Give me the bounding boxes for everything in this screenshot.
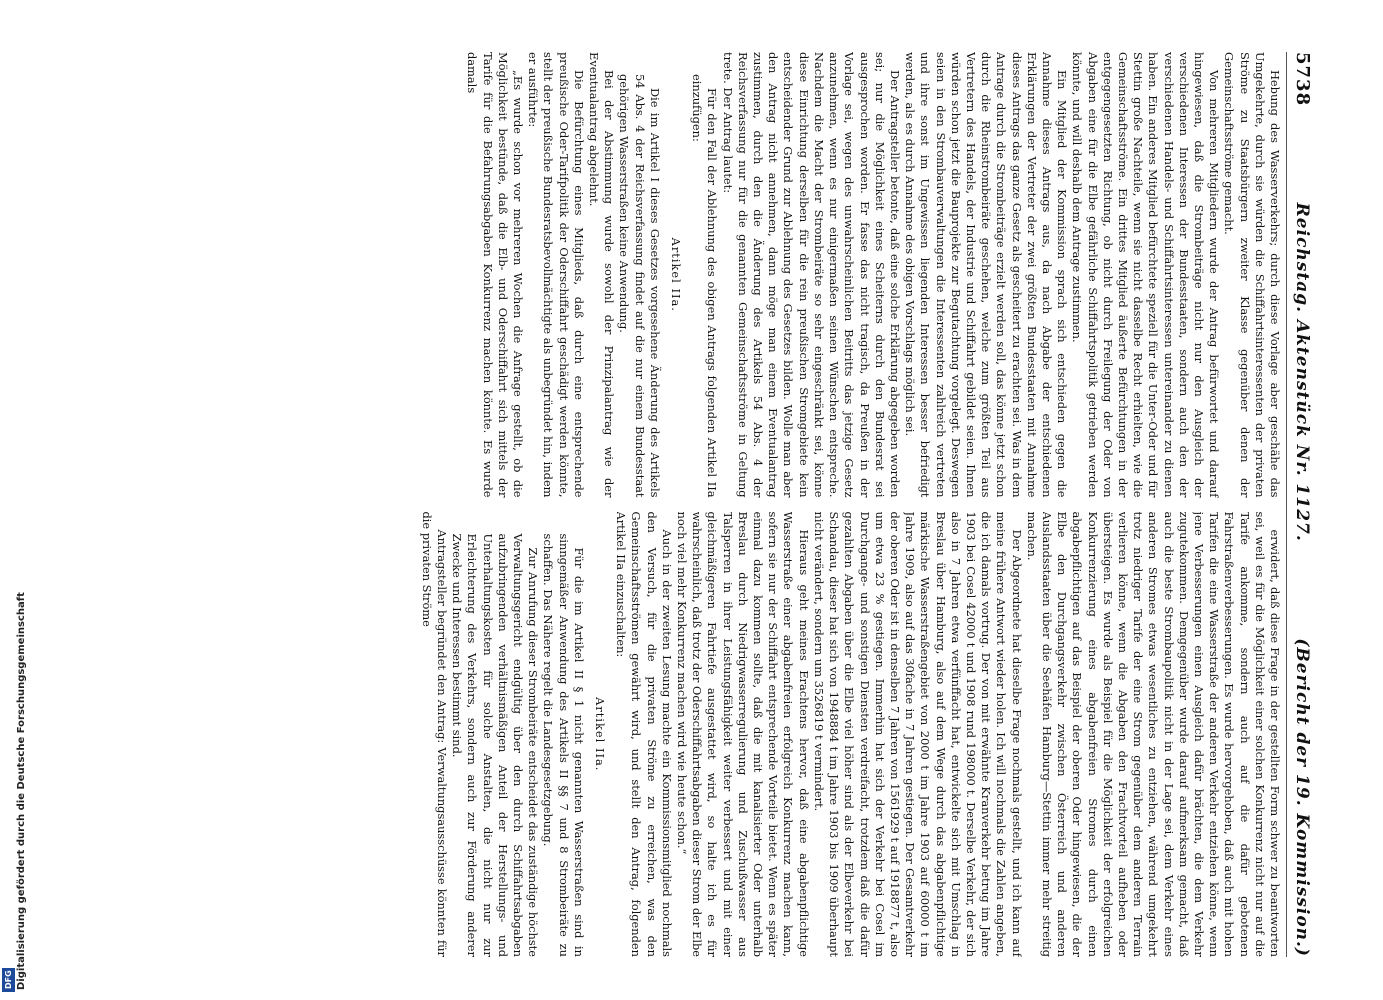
page-title: Reichstag. Aktenstück Nr. 1127.: [1292, 202, 1312, 542]
article-heading: Artikel IIa.: [669, 237, 684, 312]
paragraph: Hieraus geht meines Erachtens hervor, daß eine abgabenpflichtige Wasserstraße einer abgabenfreien erfolgreich Konkurrenz machen kann, sofern sie nur der Schiffahrt entsprechende Vorteile bietet. Wenn es später einmal dazu kommen sollte, daß die mit kanalisierter Oder unterhalb Breslau durch Niedrigwasserregulierung und Zuschußwasser aus Talsperren in ihrer Leistungsfähigkeit weiter verbessert und mit einer gleichmäßigeren Fahrtiefe ausgestattet wird, so halte ich es für wahrscheinlich, daß trotz der Oderschiffahrtsabgaben dieser Strom der Elbe noch viel mehr Konkurrenz machen wird wie heute schon.“: [675, 511, 811, 957]
paragraph: „Es wurde schon vor mehreren Wochen die Anfrage gestellt, ob die Möglichkeit bestünde, daß die Elb- und Oderschiffahrt sich mittels der Tarife für die Befahrungsabgaben Konkurrenz machen könnte. Es wurde damals: [465, 52, 526, 498]
rotated-page: [38, 52, 1313, 957]
paragraph: Die im Artikel I dieses Gesetzes vorgesehene Änderung des Artikels 54 Abs. 4 der Reichsverfassung findet auf die nur einem Bundesstaat gehörigen Wasserstraßen keine Anwendung.: [617, 74, 662, 498]
text-column-left: [42, 52, 1282, 498]
page-header: [1286, 52, 1313, 957]
paragraph: Antragsteller begründet den Antrag: Verwaltungsausschüsse könnten für die privaten Ströme: [419, 511, 450, 957]
paragraph: Ein Mitglied der Kommission sprach sich entschieden gegen die Annahme dieses Antrags aus, da nach Abgabe der entschiedenen Erklärungen der Vertreter der zwei größten Bundesstaaten mit Annahme dieses Antrags das ganze Gesetz als gescheitert zu erachten sei. Was in dem Antrage durch die Strombeiträge erzielt werden soll, das könne jetzt schon durch die Rheinstrombeiräte geschehen, welche zum größten Teil aus Vertretern des Handels, der Industrie und Schiffahrt gebildet seien. Ihnen würden schon jetzt die Bauprojekte zur Begutachtung vorgelegt. Deswegen seien in den Strombauverwaltungen die Interessenten zahlreich vertreten und ihre sonst im Ungewissen liegenden Interessen besser befriedigt werden, als es durch Annahme des obigen Vorschlags möglich sei.: [903, 52, 1070, 498]
dfg-logo: DFG: [2, 968, 15, 992]
paragraph: Zur Anrufung dieser Strombeiräte entscheidet das zuständige höchste Verwaltungsgericht endgültig über den durch Schiffahrtsabgaben aufzubringenden verhältnismäßigen Anteil der Herstellungs- und Unterhaltungskosten für solche Anstalten, die nicht nur zur Erleichterung des Verkehrs, sondern auch zur Förderung anderer Zwecke und Interessen bestimmt sind.: [450, 533, 541, 957]
paragraph: Von mehreren Mitgliedern wurde der Antrag befürwortet und darauf hingewiesen, daß die Strombeiträge nicht nur den Ausgleich der verschiedenen Interessen der Bundesstaaten, sondern auch den der verschiedenen Handels- und Schiffahrtsinteressen untereinander zu dienen haben. Ein anderes Mitglied befürchtete speziell für die Unter-Oder und für Stettin große Nachteile, wenn sie nicht dasselbe Recht erhielten, wie die Gemeinschaftsströme. Ein drittes Mitglied äußerte Befürchtungen in der entgegengesetzten Richtung, ob nicht durch Freilegung der Oder von Abgaben eine für die Elbe gefährliche Schiffahrtspolitik getrieben werden könnte, und will deshalb dem Antrage zustimmen.: [1070, 52, 1222, 498]
paragraph: Bei der Abstimmung wurde sowohl der Prinzipalantrag wie der Eventualantrag abgelehnt.: [587, 52, 617, 498]
paragraph: Der Antragsteller betonte, daß eine solche Erklärung abgegeben worden sei; nur die Möglichkeit eines Scheiterns durch den Bundesrat sei ausgesprochen worden. Er fasse das nicht tragisch, da Preußen in der Vorlage sei, wegen des unwahrscheinlichen Beitritts das jetzige Gesetz anzunehmen, wenn es nur einigermaßen seinen Wünschen entspreche. Nachdem die Macht der Strombeiräte so sehr eingeschränkt sei, könne diese Einrichtung derselben für die rein preußischen Stromgebiete kein entscheidender Grund zur Ablehnung des Gesetzes bilden. Wolle man aber den Antrag nicht annehmen, dann möge man einem Eventualantrag zustimmen, durch den die Änderung des Artikels 54 Abs. 4 der Reichsverfassung nur für die genannten Gemeinschaftsströme in Geltung trete. Der Antrag lautet:: [720, 52, 902, 498]
paragraph: erwidert, daß diese Frage in der gestellten Form schwer zu beantworten sei, weil es für die Möglichkeit einer solchen Konkurrenz nicht nur auf die Tarife ankomme, sondern auch auf die dafür gebotenen Fahrstraßenverbesserungen. Es wurde hervorgehoben, daß auch mit hohen Tarifen die eine Wasserstraße der anderen Verkehr entziehen könne, wenn jene Verbesserungen einen Ausgleich dafür brächten, die dem Verkehr zugutekommen. Demgegenüber wurde darauf aufmerksam gemacht, daß auch die beste Strombaupolitik nicht in der Lage sei, dem Verkehr eines anderen Stromes etwas wesentliches zu entziehen, während umgekehrt trotz niedriger Tarife der eine Strom gegenüber dem anderen Terrain verlieren könne, wenn die Abgaben den Frachtvorteil aufheben oder übersteigen. Es wurde als Beispiel für die Möglichkeit der erfolgreichen Konkurrenzierung eines abgabenfreien Stromes durch einen abgabepflichtigen auf das Beispiel der oberen Oder hingewiesen, die der Elbe den Durchgangsverkehr zwischen Österreich und anderen Auslandsstaaten über die Seehäfen Hamburg—Stettin immer mehr streitig machen.: [1024, 511, 1282, 957]
paragraph: Auch in der zweiten Lesung machte ein Kommissionsmitglied nochmals den Versuch, für die privaten Ströme zu erreichen, was den Gemeinschaftsströmen gewährt wird, und stellt den Antrag, folgenden Artikel IIa einzuschalten:: [614, 511, 674, 957]
text-column-right: [42, 512, 1282, 958]
page-subtitle: (Bericht der 19. Kommission.): [1292, 638, 1312, 957]
paragraph: Der Abgeordnete hat dieselbe Frage nochmals gestellt, und ich kann auf meine frühere Antwort wieder holen. Ich will nochmals die Zahlen angeben, die ich damals vortrug. Der von mit erwähnte Kranverkehr betrug im Jahre 1903 bei Cosel 42000 t und 1908 rund 198000 t. Derselbe Verkehr, der sich also in 7 Jahren etwa verfünffacht hat, entwickelte sich mit Umschlag in Breslau über Hamburg, also auf dem Wege durch das abgabenpflichtige märkische Wasserstraßengebiet von 2000 t im Jahre 1903 auf 60000 t im Jahre 1909, also auf das 30fache in 7 Jahren gestiegen. Der Gesamtverkehr der oberen Oder ist in denselben 7 Jahren von 1561929 t auf 1918877 t, also um etwa 23 % gestiegen. Immerhin hat sich der Verkehr bei Cosel im Durchgange- und sonstigen Diensten verdreifacht, trotzdem daß die dafür gezahlten Abgaben über die Elbe viel höher sind als der Elbeverkehr bei Schandau, dieser hat sich von 1948884 t im Jahre 1903 bis 1909 überhaupt nicht verändert, sondern um 3526819 t vermindert.: [811, 511, 1024, 957]
paragraph: Für den Fall der Ablehnung des obigen Antrags folgenden Artikel IIa einzufügen:: [690, 74, 720, 498]
article-heading: Artikel IIa.: [593, 697, 608, 772]
paragraph: Für die im Artikel II § 1 nicht genannten Wasserstraßen sind in sinngemäßer Anwendung des Artikels II §§ 7 und 8 Strombeiräte zu schaffen. Das Nähere regelt die Landesgesetzgebung.: [541, 533, 586, 957]
digitization-credit: Digitalisierung gefördert durch die Deutsche Forschungsgemeinschaft: [16, 592, 27, 990]
paragraph: Hebung des Wasserverkehrs; durch diese Vorlage aber geschähe das Umgekehrte, durch sie würden die Schiffahrtsinteressenten der privaten Ströme zu Staatsbürgern zweiter Klasse gegenüber denen der Gemeinschaftsströme gemacht.: [1222, 52, 1282, 498]
paragraph: Die Befürchtung eines Mitglieds, daß durch eine entsprechende preußische Oder-Tarifpolitik der Oderschiffahrt geschädigt werden könnte, stellt der preußische Bundesratsbevollmächtigte als unbegründet hin, indem er ausführte:: [526, 52, 586, 498]
page-number: 5738: [1292, 52, 1313, 107]
